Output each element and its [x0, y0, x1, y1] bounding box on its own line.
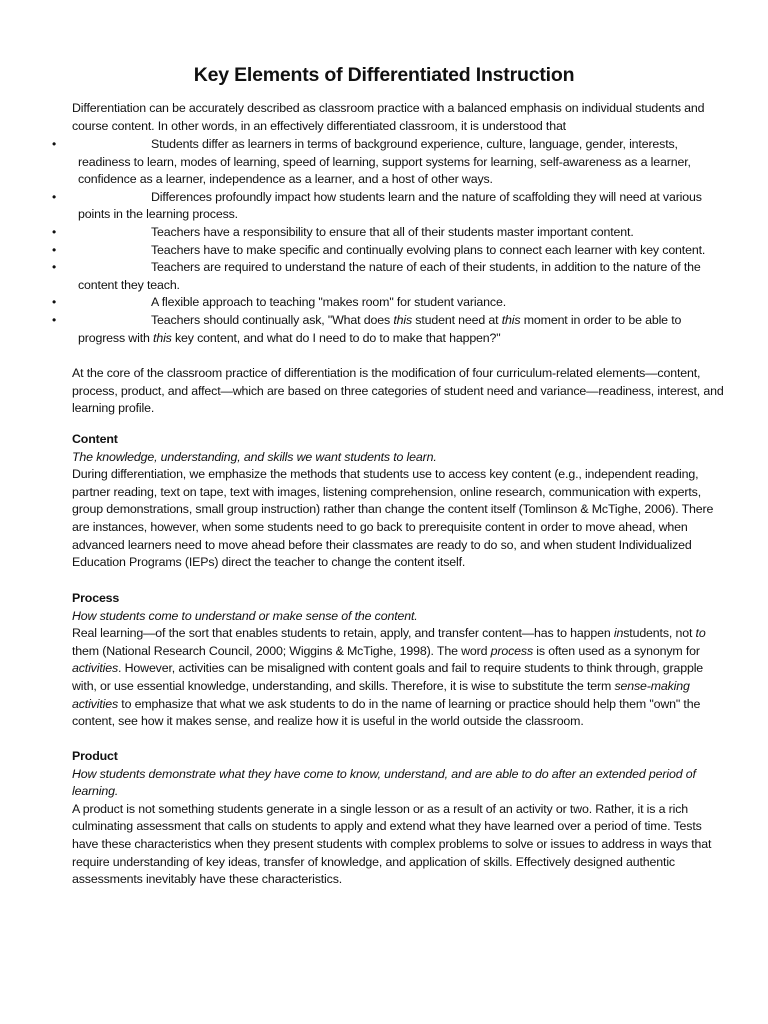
list-item — [0, 259, 726, 294]
list-item-text: Teachers should continually ask, "What does — [151, 312, 394, 327]
content-section — [72, 431, 726, 572]
page-title: Key Elements of Differentiated Instruction — [193, 64, 575, 86]
list-item-text: Students differ as learners in terms of background experience, culture, language, gender, interests, readiness to learn, modes of learning, speed of learning, support systems for learning, self-awareness as a learner, confidence as a learner, independence as a learner, and a host of other ways. — [78, 137, 691, 187]
list-item-text: student need at — [412, 312, 502, 327]
product-body: A product is not something students generate in a single lesson or as a result of an activity or two. Rather, it is a rich culminating assessment that calls on students to apply and extend what they have learned over a period of time. Tests have these characteristics when they present students with complex problems to solve or issues to address in ways that require understanding of key ideas, transfer of knowledge, and application of skills. Effectively designed authentic assessments inevitably have these characteristics. — [72, 801, 712, 887]
bullet-icon: • — [52, 312, 57, 327]
intro-paragraph — [72, 100, 726, 135]
list-item-text: Differences profoundly impact how students learn and the nature of scaffolding they will need at various points in the learning process. — [78, 189, 702, 222]
emphasis-text: this — [393, 312, 412, 327]
list-item-text: moment in order to be able to progress with — [78, 312, 682, 345]
process-heading: Process — [72, 591, 120, 605]
emphasis-text: process — [490, 643, 533, 658]
content-subtitle: The knowledge, understanding, and skills we want students to learn. — [72, 449, 437, 464]
list-item — [0, 242, 726, 260]
core-text: At the core of the classroom practice of differentiation is the modification of four curriculum-related elements—content, process, product, and affect—which are based on three categories of student need and variance—readiness, interest, and learning profile. — [72, 366, 724, 416]
process-section — [72, 590, 726, 731]
emphasis-text: in — [613, 626, 624, 641]
list-item-text: Teachers are required to understand the nature of each of their students, in addition to the nature of the content they teach. — [78, 260, 701, 292]
list-item — [0, 189, 726, 224]
product-section — [72, 748, 726, 889]
list-item — [0, 312, 726, 347]
content-body: During differentiation, we emphasize the methods that students use to access key content (e.g., independent reading, partner reading, text on tape, text with images, listening comprehension, online research, communication with experts, group demonstrations, small group instruction) rather than change the content itself (Tomlinson & McTighe, 2006). There are instances, however, when some students need to go back to prerequisite content in order to move ahead, when advanced learners need to move ahead before their classmates are ready to do so, and when student Individualized Education Programs (IEPs) direct the teacher to change the content itself. — [72, 467, 714, 570]
list-item-text: key content, and what do I need to do to make that happen?" — [171, 330, 501, 345]
bullet-icon: • — [52, 137, 57, 151]
process-body-text: Real learning—of the sort that enables students to retain, apply, and transfer content—has to happen — [72, 626, 614, 641]
list-item — [0, 136, 726, 189]
bullet-icon: • — [52, 189, 57, 204]
emphasis-text: activities — [72, 661, 119, 676]
emphasis-text: sense-making activities — [72, 678, 690, 711]
bullet-icon: • — [52, 224, 57, 239]
process-subtitle: How students come to understand or make sense of the content. — [72, 608, 418, 623]
process-body-text: students, not — [623, 626, 696, 641]
bullet-icon: • — [52, 260, 57, 275]
list-item-text: Teachers have to make specific and continually evolving plans to connect each learner with key content. — [151, 242, 706, 257]
intro-text: Differentiation can be accurately described as classroom practice with a balanced emphasis on individual students and course content. In other words, in an effectively differentiated classroom, it is understood that — [72, 101, 705, 133]
product-subtitle: How students demonstrate what they have come to know, understand, and are able to do after an extended period of learning. — [72, 766, 696, 799]
list-item — [0, 224, 726, 242]
principles-list — [0, 136, 768, 347]
list-item-text: A flexible approach to teaching "makes room" for student variance. — [151, 295, 506, 310]
process-body-text: them (National Research Council, 2000; Wiggins & McTighe, 1998). The word — [72, 643, 491, 658]
process-body-text: to emphasize that what we ask students to do in the name of learning or practice should help them "own" the content, see how it makes sense, and realize how it is useful in the world outside the classroom. — [72, 696, 701, 729]
emphasis-text: this — [153, 330, 172, 345]
product-heading: Product — [72, 749, 118, 763]
process-body — [72, 625, 726, 731]
list-item-text: Teachers have a responsibility to ensure that all of their students master important content. — [151, 224, 634, 239]
list-item — [0, 294, 726, 312]
emphasis-text: this — [501, 312, 521, 327]
process-body-text: is often used as a synonym for — [533, 643, 700, 658]
bullet-icon: • — [52, 242, 57, 257]
bullet-icon: • — [52, 295, 57, 310]
emphasis-text: to — [695, 626, 706, 641]
content-heading: Content — [72, 432, 118, 446]
process-body-text: . However, activities can be misaligned with content goals and fail to require students to think through, grapple with, or use essential knowledge, understanding, and skills. Therefore, it is wise to substitute the term — [72, 661, 704, 693]
core-paragraph — [72, 365, 726, 418]
